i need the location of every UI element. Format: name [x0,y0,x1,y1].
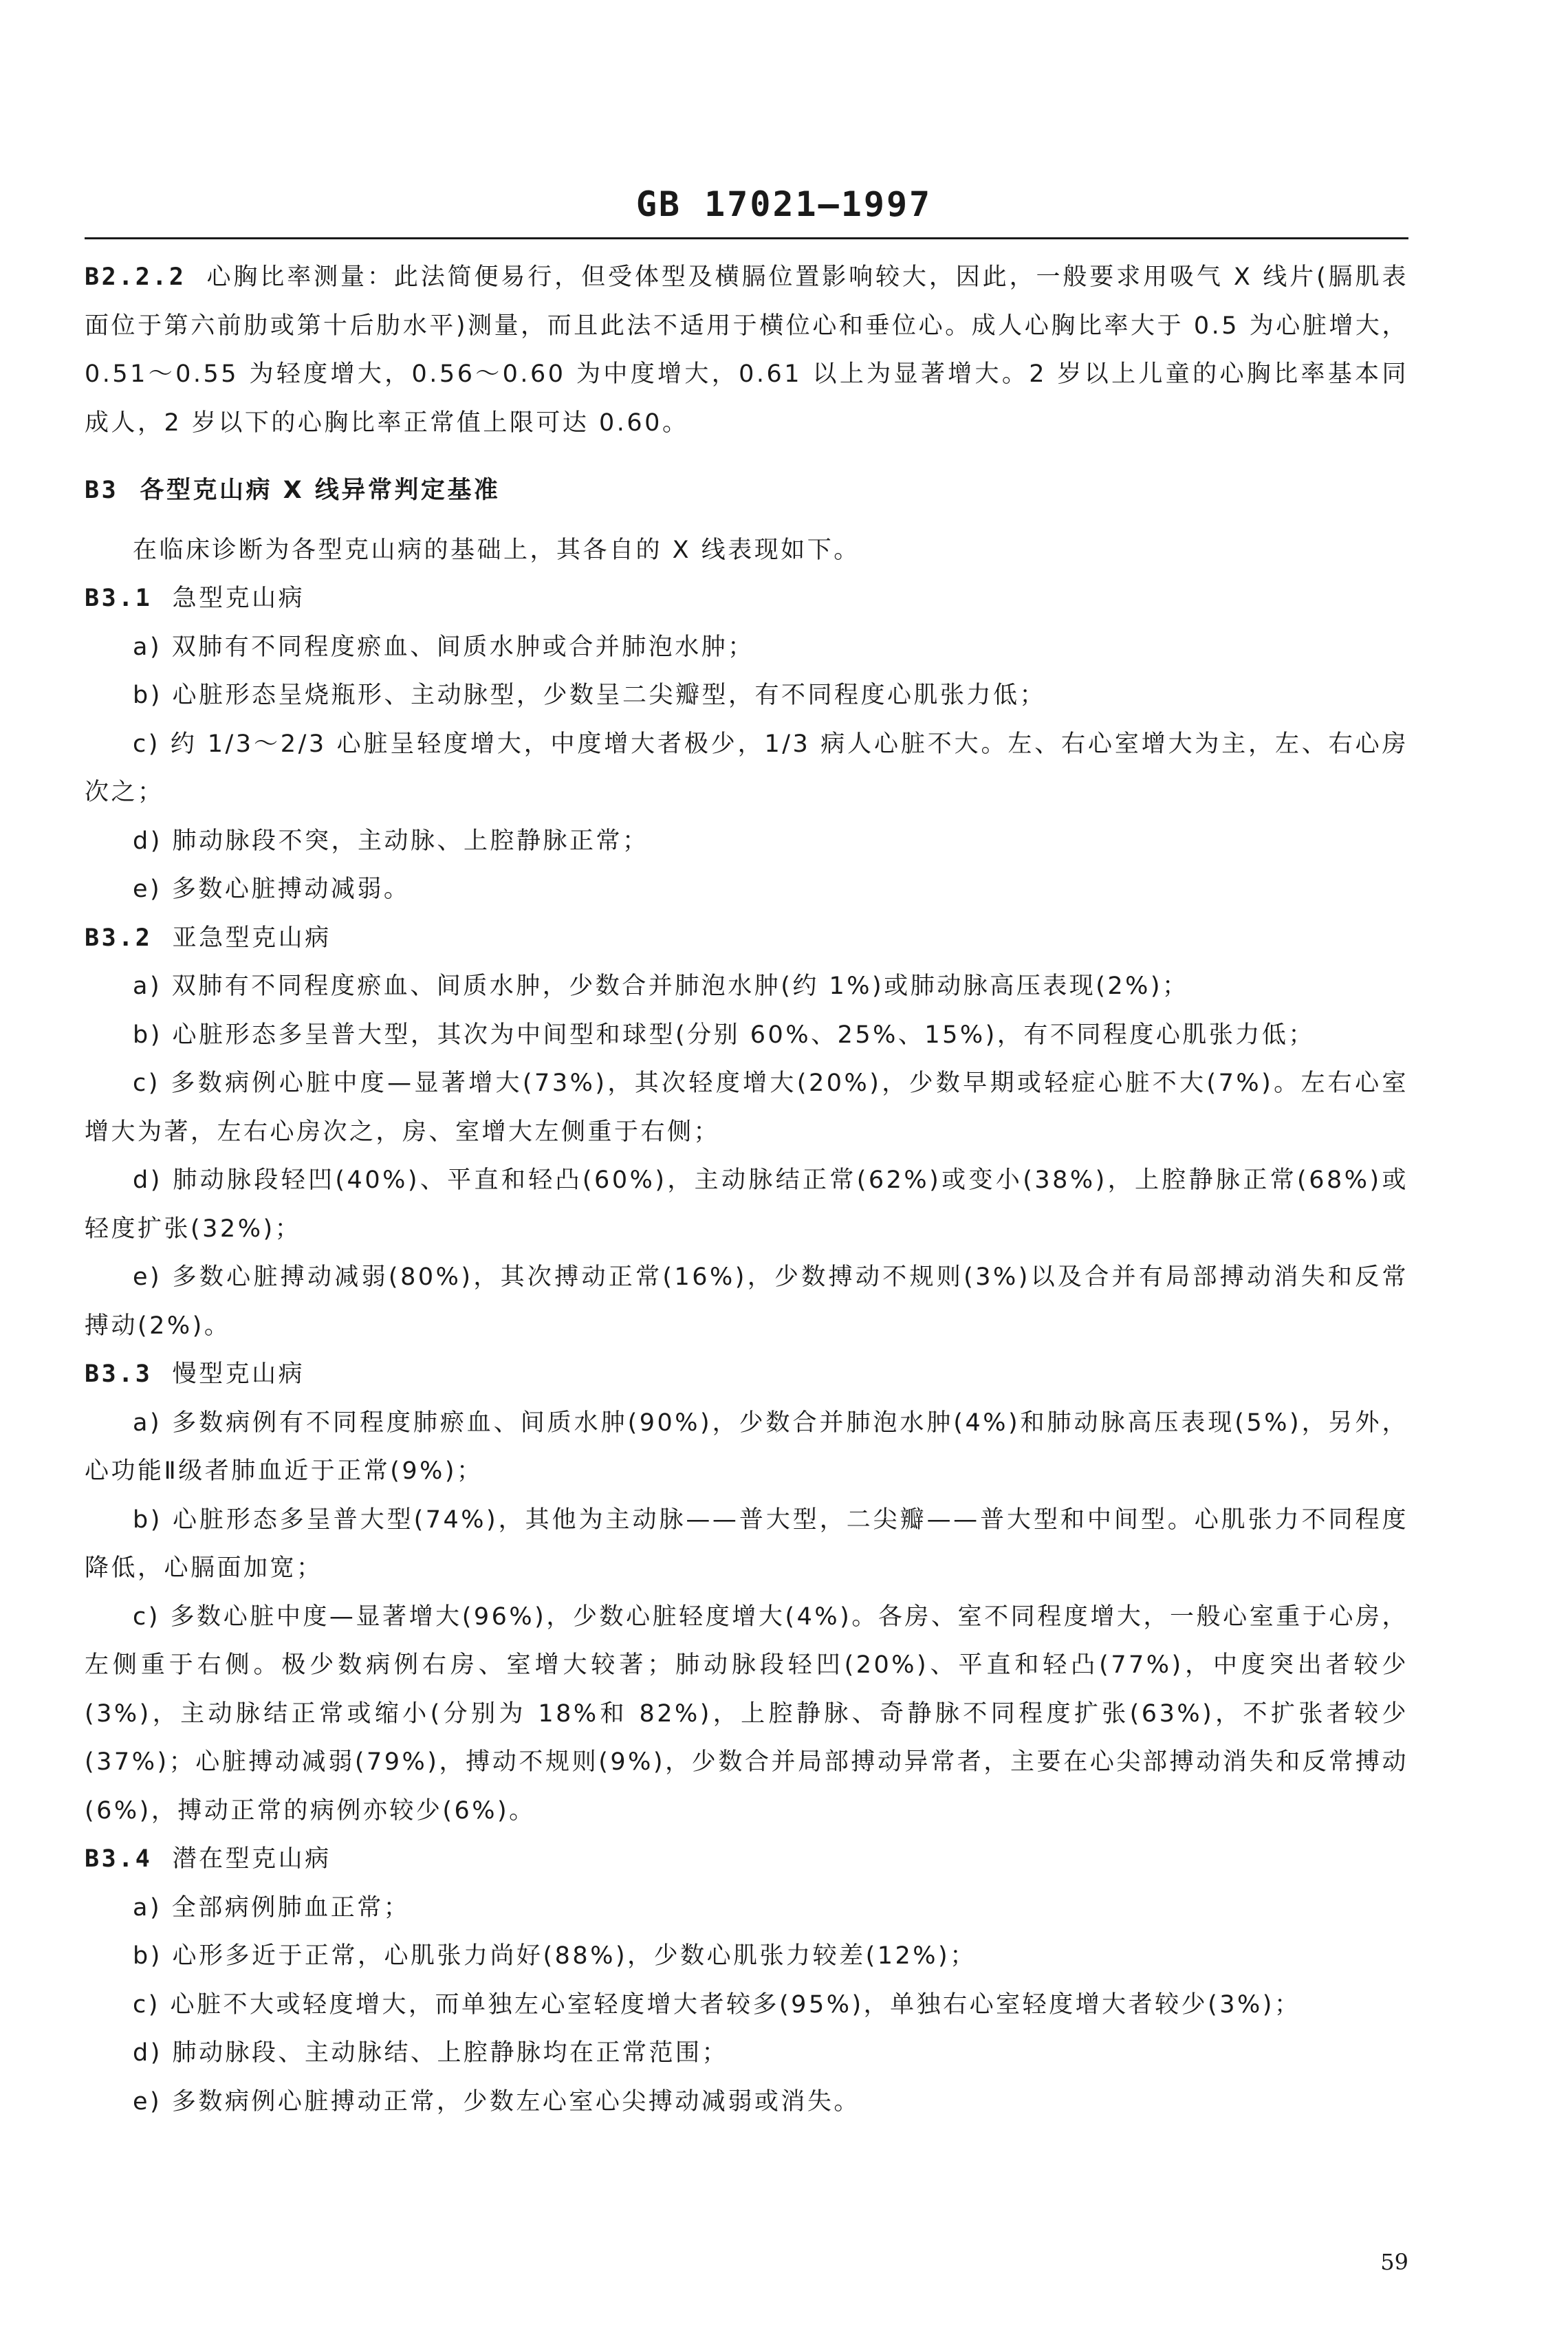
section-heading-b3 [85,466,1408,515]
subsection-number: B3.1 [85,585,153,612]
subsection-number: B3.4 [85,1845,153,1873]
list-item: a) 双肺有不同程度瘀血、间质水肿或合并肺泡水肿； [133,633,754,661]
list-item: b) 心脏形态呈烧瓶形、主动脉型，少数呈二尖瓣型，有不同程度心肌张力低； [133,682,1047,709]
clause-b2-2-2 [85,253,1408,447]
list-item: a) 多数病例有不同程度肺瘀血、间质水肿(90%)，少数合并肺泡水肿(4%)和肺动脉高压表现(5%)，另外，心功能Ⅱ级者肺血近于正常(9%)； [85,1409,1408,1485]
section-number: B3 [85,477,119,504]
clause-number: B2.2.2 [85,263,186,291]
list-item: b) 心脏形态多呈普大型，其次为中间型和球型(分别 60%、25%、15%)，有不同程度心肌张力低； [133,1021,1315,1049]
list-item: d) 肺动脉段不突，主动脉、上腔静脉正常； [133,827,649,855]
list-item: e) 多数心脏搏动减弱。 [133,876,411,903]
paragraph: 在临床诊断为各型克山病的基础上，其各自的 X 线表现如下。 [133,536,860,564]
list-item: c) 心脏不大或轻度增大，而单独左心室轻度增大者较多(95%)，单独右心室轻度增大者较少(3%)； [133,1990,1301,2019]
subsection-heading-b3-3 [85,1350,1408,1399]
list-item: c) 多数病例心脏中度—显著增大(73%)，其次轻度增大(20%)，少数早期或轻症心脏不大(7%)。左右心室增大为著，左右心房次之，房、室增大左侧重于右侧； [85,1069,1408,1146]
list-item: d) 肺动脉段、主动脉结、上腔静脉均在正常范围； [133,2039,728,2067]
subsection-number: B3.3 [85,1360,153,1388]
list-item: c) 多数心脏中度—显著增大(96%)，少数心脏轻度增大(4%)。各房、室不同程度增大，一般心室重于心房，左侧重于右侧。极少数病例右房、室增大较著；肺动脉段轻凹(20%)、平直和轻凸(77%)，中度突出者较少(3%)，主动脉结正常或缩小(分别为 18%和 82%)，上腔静脉、奇静脉不同程度扩张(63%)，不扩张者较少(37%)；心脏搏动减弱(79%)，搏动不规则(9%)，少数合并局部搏动异常者，主要在心尖部搏动消失和反常搏动(6%)，搏动正常的病例亦较少(6%)。 [85,1602,1408,1825]
list-item: e) 多数心脏搏动减弱(80%)，其次搏动正常(16%)，少数搏动不规则(3%)以及合并有局部搏动消失和反常搏动(2%)。 [85,1263,1408,1340]
list-item: d) 肺动脉段轻凹(40%)、平直和轻凸(60%)，主动脉结正常(62%)或变小(38%)，上腔静脉正常(68%)或轻度扩张(32%)； [85,1166,1408,1243]
section-title: 各型克山病 X 线异常判定基准 [140,477,501,504]
list-item: a) 全部病例肺血正常； [133,1893,411,1922]
subsection-title: 急型克山病 [172,585,305,612]
page-number: 59 [1380,2249,1408,2275]
page-content [85,253,1408,2126]
list-item: b) 心形多近于正常，心肌张力尚好(88%)，少数心肌张力较差(12%)； [133,1942,977,1970]
list-item: b) 心脏形态多呈普大型(74%)，其他为主动脉——普大型，二尖瓣——普大型和中间型。心肌张力不同程度降低，心膈面加宽； [85,1505,1408,1582]
list-item: e) 多数病例心脏搏动正常，少数左心室心尖搏动减弱或消失。 [133,2087,860,2116]
subsection-heading-b3-2 [85,914,1408,963]
subsection-title: 慢型克山病 [172,1360,305,1388]
subsection-title: 潜在型克山病 [172,1845,331,1873]
subsection-heading-b3-4 [85,1835,1408,1884]
list-item: c) 约 1/3～2/3 心脏呈轻度增大，中度增大者极少，1/3 病人心脏不大。左、右心室增大为主，左、右心房次之； [85,730,1408,806]
clause-text: 心胸比率测量：此法简便易行，但受体型及横膈位置影响较大，因此，一般要求用吸气 X 线片(膈肌表面位于第六前肋或第十后肋水平)测量，而且此法不适用于横位心和垂位心。成人心胸比率大于 0.5 为心脏增大，0.51～0.55 为轻度增大，0.56～0.60 为中度增大，0.61 以上为显著增大。2 岁以上儿童的心胸比率基本同成人，2 岁以下的心胸比率正常值上限可达 0.60。 [85,263,1408,437]
standard-header: GB 17021—1997 [635,184,933,224]
subsection-title: 亚急型克山病 [172,924,331,952]
list-item: a) 双肺有不同程度瘀血、间质水肿，少数合并肺泡水肿(约 1%)或肺动脉高压表现(2%)； [133,972,1189,1000]
subsection-heading-b3-1 [85,574,1408,623]
subsection-number: B3.2 [85,924,153,952]
header-divider [85,237,1408,239]
